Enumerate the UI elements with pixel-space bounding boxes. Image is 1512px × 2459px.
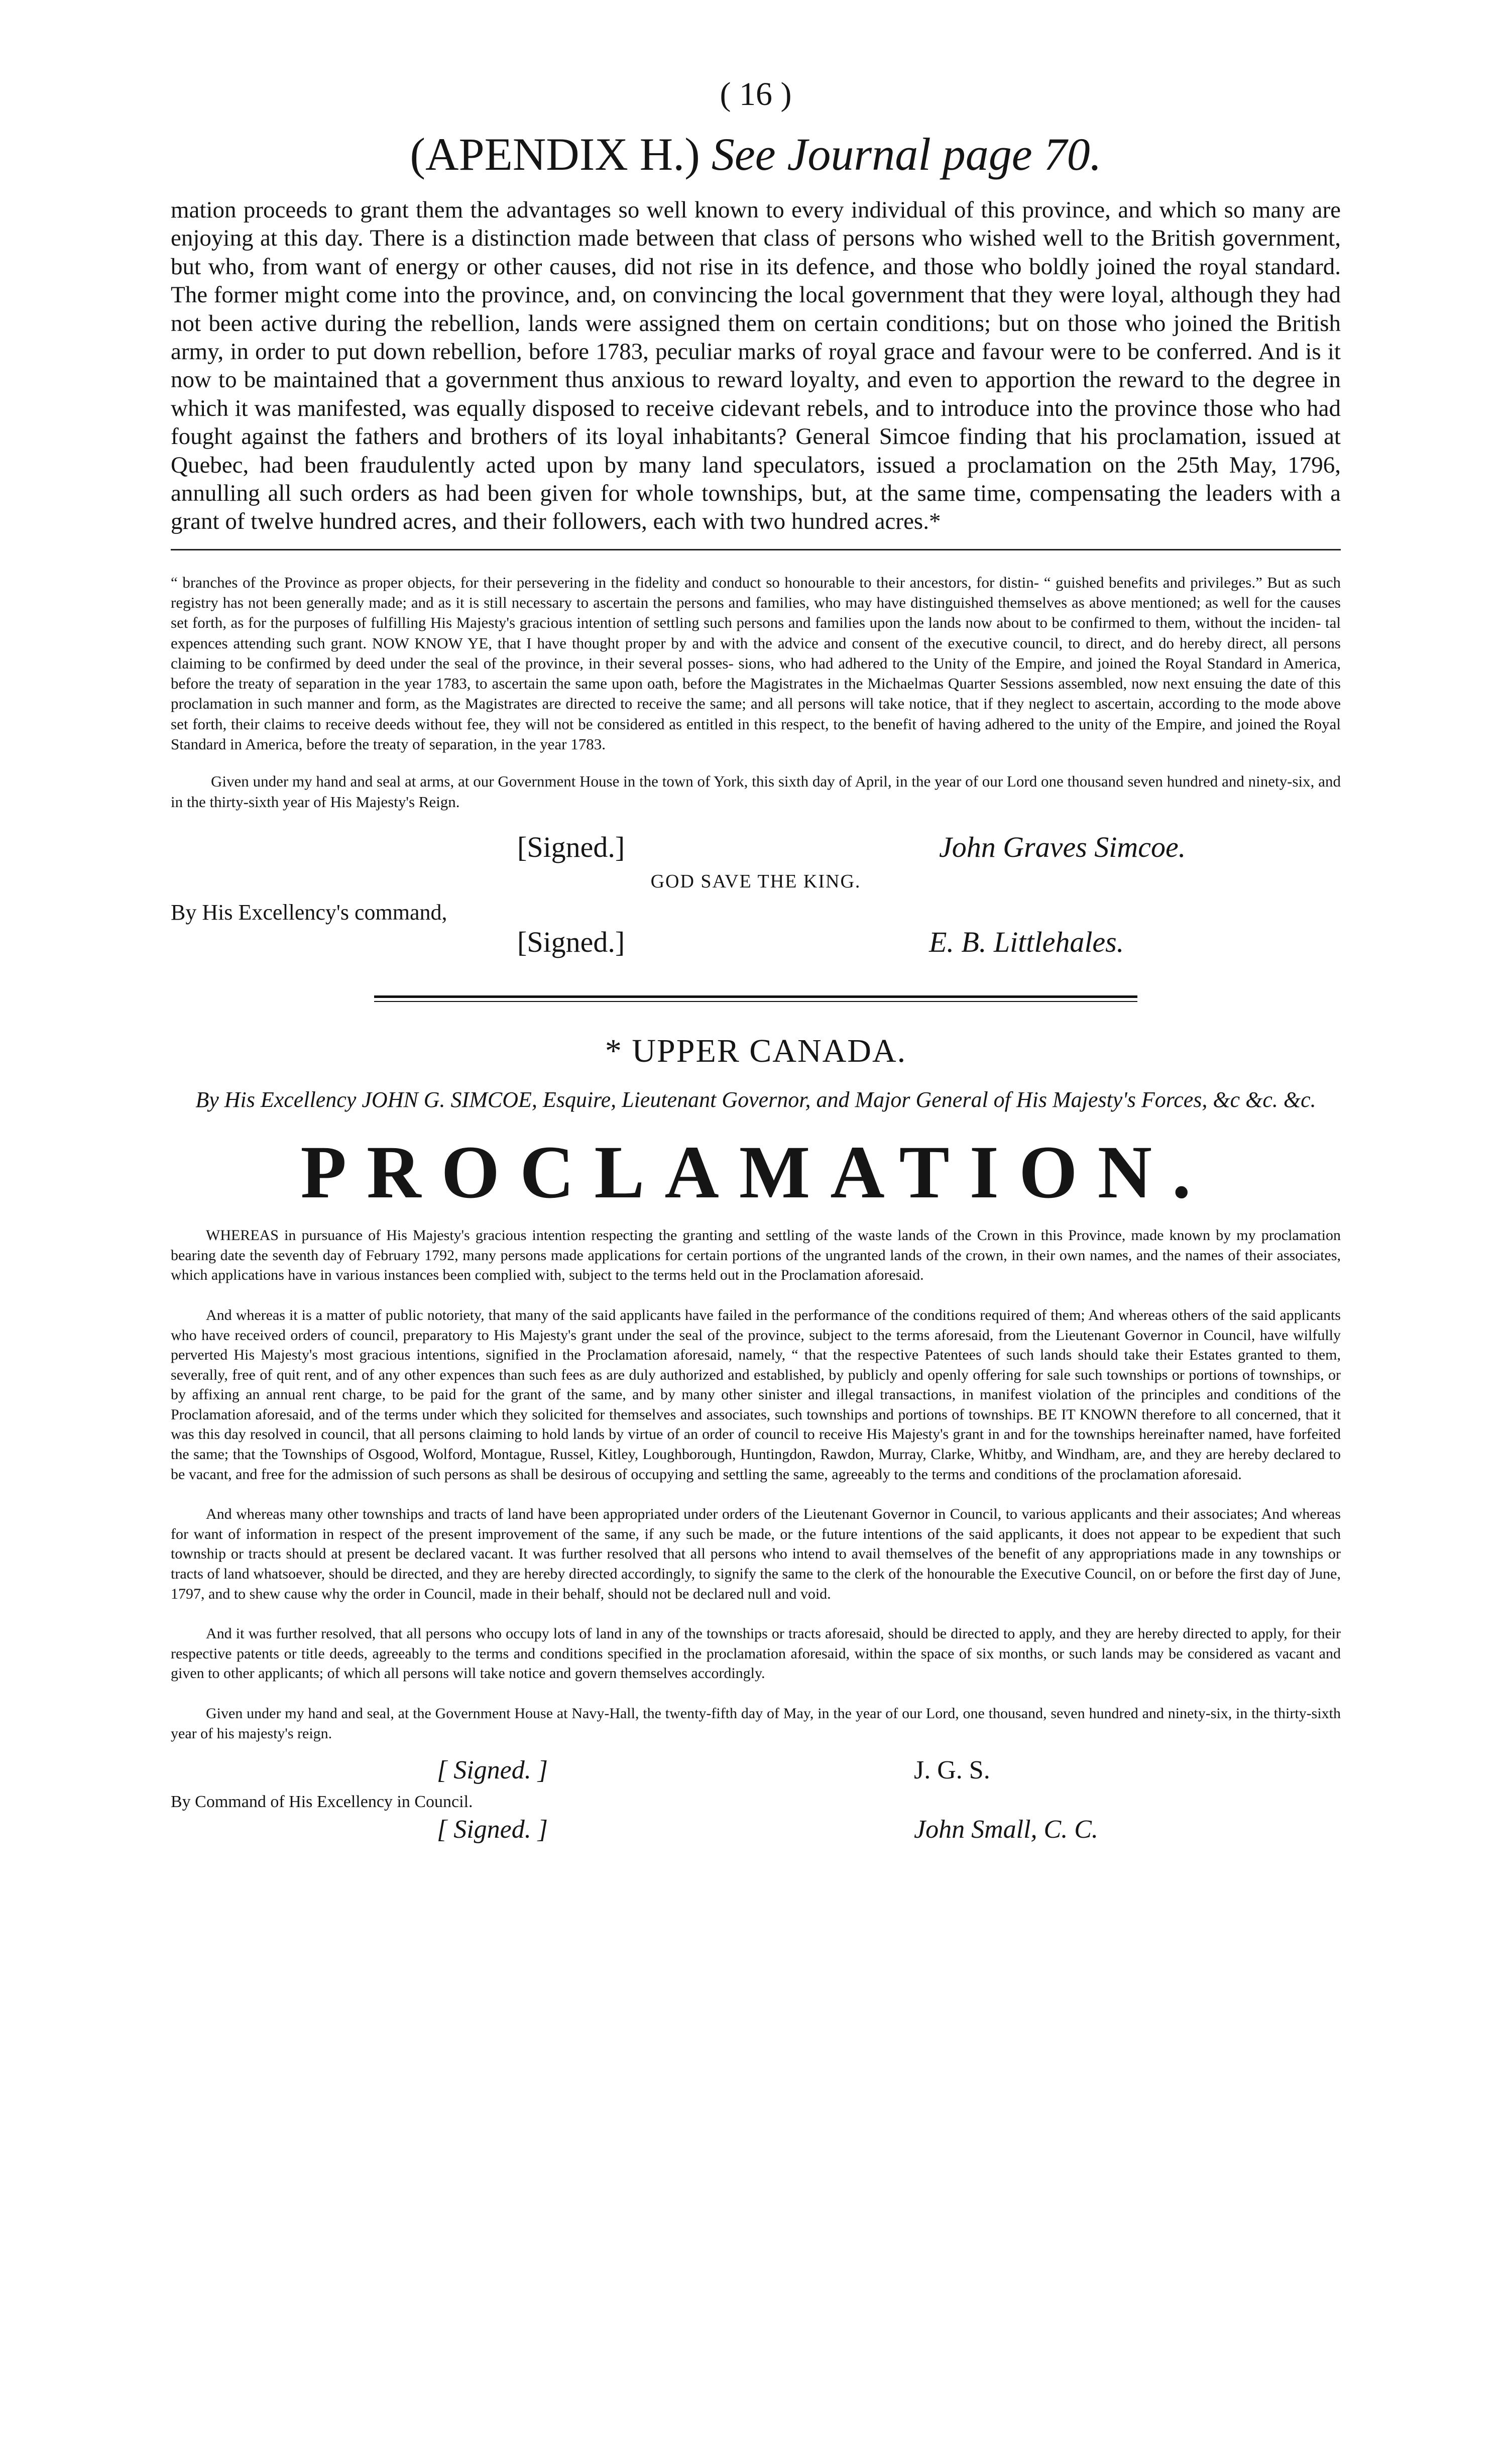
given-under-hand-1: Given under my hand and seal at arms, at our Government House in the town of York, this sixth day of April, in the year of our Lord one thousand seven hundred and ninety-six, and in the thirty-sixth year of His Majesty's Reign.	[171, 772, 1341, 811]
upper-canada-heading: * UPPER CANADA.	[605, 1032, 907, 1069]
given-under-hand-2: Given under my hand and seal, at the Government House at Navy-Hall, the twenty-fifth day of May, in the year of our Lord, one thousand, seven hundred and ninety-six, in the thirty-sixth year of his majesty's reign.	[171, 1705, 1341, 1742]
proclamation-title: PROCLAMATION.	[300, 1131, 1211, 1214]
double-rule-divider	[374, 995, 1137, 1002]
signature-row-jgs	[171, 1752, 1341, 1793]
signed-label-2: [ Signed. ]	[437, 1756, 548, 1785]
proclamation-paragraph-2: And whereas it is a matter of public notoriety, that many of the said applicants have failed in the performance of the conditions required of them; And whereas others of the said applicants who have received orders of council, preparatory to His Majesty's grant under the seal of the province, subject to the terms aforesaid, from the Lieutenant Governor in Council, have wilfully perverted His Majesty's most gracious intentions, signified in the Proclamation aforesaid, namely, “ that the respective Patentees of such lands should take their Estates granted to them, severally, free of quit rent, and of any other expences than such fees as are duly authorized and established, by publicly and openly offering for sale such townships or portions of townships, or by affixing an annual rent charge, to be paid for the grant of the same, and by many other sinister and illegal transactions, in manifest violation of the principles and conditions of the Proclamation aforesaid, and of the terms under which they solicited for themselves and associates, such townships and portions of townships. BE IT KNOWN therefore to all concerned, that it was this day resolved in council, that all persons claiming to hold lands by virtue of an order of council to receive His Majesty's grant in and for the townships hereinafter named, have forfeited the same; that the Townships of Osgood, Wolford, Montague, Russel, Kitley, Loughborough, Huntingdon, Rawdon, Murray, Clarke, Whitby, and Windham, are, and they are hereby declared to be vacant, and free for the admission of such persons as shall be desirous of occupying and settling the same, agreeably to the terms and conditions of the proclamation aforesaid.	[171, 1306, 1341, 1483]
signed-label: [Signed.]	[517, 925, 625, 958]
signature-row-littlehales	[171, 925, 1341, 970]
god-save-the-king: GOD SAVE THE KING.	[650, 870, 861, 892]
jgs-signature: J. G. S.	[914, 1756, 990, 1785]
signed-label-2: [ Signed. ]	[437, 1815, 548, 1844]
by-command-line: By His Excellency's command,	[171, 900, 447, 925]
proclamation-paragraph-4: And it was further resolved, that all persons who occupy lots of land in any of the townships or tracts aforesaid, should be directed to apply, and they are hereby directed to apply, for their respective patents or title deeds, agreeably to the terms and conditions specified in the proclamation aforesaid, within the space of six months, or such lands may be considered as vacant and given to other applicants; of which all persons will take notice and govern themselves accordingly.	[171, 1625, 1341, 1682]
proclamation-paragraph-3: And whereas many other townships and tracts of land have been appropriated under orders of the Lieutenant Governor in Council, to various applicants and their associates; And whereas for want of information in respect of the present improvement of the same, if any such be made, or the future intentions of the said applicants, it does not appear to be expedient that such township or tracts should at present be declared vacant. It was further resolved that all persons who intend to avail themselves of the benefit of any appropriations made in any townships or tracts of land whatsoever, should be directed, and they are hereby directed accordingly, to signify the same to the clerk of the honourable the Executive Council, on or before the first day of June, 1797, and to shew cause why the order in Council, made in their behalf, should not be declared null and void.	[171, 1506, 1341, 1602]
page-number: ( 16 )	[720, 76, 792, 113]
signature-row-simcoe	[171, 825, 1341, 870]
section-rule	[171, 549, 1341, 550]
journal-reference: See Journal page 70.	[711, 129, 1102, 180]
appendix-label: (APENDIX H.)	[410, 129, 700, 180]
by-his-excellency: By His Excellency JOHN G. SIMCOE, Esquire, Lieutenant Governor, and Major General of His Majesty's Forces, &c &c. &c.	[195, 1087, 1316, 1112]
signed-label: [Signed.]	[517, 830, 625, 863]
quoted-proclamation-text: “ branches of the Province as proper objects, for their persevering in the fidelity and conduct so honourable to their ancestors, for distin- “ guished benefits and privileges.” But as such registry has not been generally made; and as it is still necessary to ascertain the persons and families, who may have distinguished themselves as above mentioned; as well for the causes set forth, as for the purposes of fulfilling His Majesty's gracious intention of settling such persons and families upon the lands now about to be confirmed to them, without the inciden- tal expences attending such grant. NOW KNOW YE, that I have thought proper by and with the advice and consent of the executive council, to direct, and do hereby direct, all persons claiming to be confirmed by deed under the seal of the province, in their several posses- sions, who had adhered to the Unity of the Empire, and joined the Royal Standard in America, before the treaty of separation in the year 1783, to ascertain the same upon oath, before the Magistrates in the Michaelmas Quarter Sessions assembled, now next ensuing the date of this proclamation in such manner and form, as the Magistrates are directed to receive the same; and all persons will take notice, that if they neglect to ascertain, according to the mode above set forth, their claims to receive deeds without fee, they will not be considered as entitled in this respect, to the benefit of having adhered to the unity of the Empire, and joined the Royal Standard in America, before the treaty of separation, in the year 1783.	[171, 573, 1341, 753]
littlehales-signature: E. B. Littlehales.	[929, 925, 1124, 958]
proclamation-paragraph-1: WHEREAS in pursuance of His Majesty's gracious intention respecting the granting and settling of the waste lands of the Crown in this Province, made known by my proclamation bearing date the seventh day of February 1792, many persons made applications for certain portions of the ungranted lands of the crown, in their own names, and the names of their associates, which applications have in various instances been complied with, subject to the terms held out in the Proclamation aforesaid.	[171, 1227, 1341, 1284]
by-command-in-council: By Command of His Excellency in Council.	[171, 1793, 473, 1812]
body-paragraph: mation proceeds to grant them the advantages so well known to every individual of this province, and which so many are enjoying at this day. There is a distinction made between that class of persons who wished well to the British government, but who, from want of energy or other causes, did not rise in its defence, and those who boldly joined the royal standard. The former might come into the province, and, on convincing the local government that they were loyal, although they had not been active during the rebellion, lands were assigned them on certain conditions; but on those who joined the British army, in order to put down rebellion, before 1783, peculiar marks of royal grace and favour were to be conferred. And is it now to be maintained that a government thus anxious to reward loyalty, and even to apportion the reward to the degree in which it was manifested, was equally disposed to receive cidevant rebels, and to introduce into the province those who had fought against the fathers and brothers of its loyal inhabitants? General Simcoe finding that his proclamation, issued at Quebec, had been fraudulently acted upon by many land speculators, issued a proclamation on the 25th May, 1796, annulling all such orders as had been given for whole townships, but, at the same time, compensating the leaders with a grant of twelve hundred acres, and their followers, each with two hundred acres.*	[171, 197, 1341, 535]
simcoe-signature: John Graves Simcoe.	[939, 830, 1186, 863]
appendix-heading	[171, 128, 1341, 181]
document-page	[171, 75, 1341, 1852]
small-signature: John Small, C. C.	[914, 1815, 1098, 1844]
signature-row-small	[171, 1812, 1341, 1852]
